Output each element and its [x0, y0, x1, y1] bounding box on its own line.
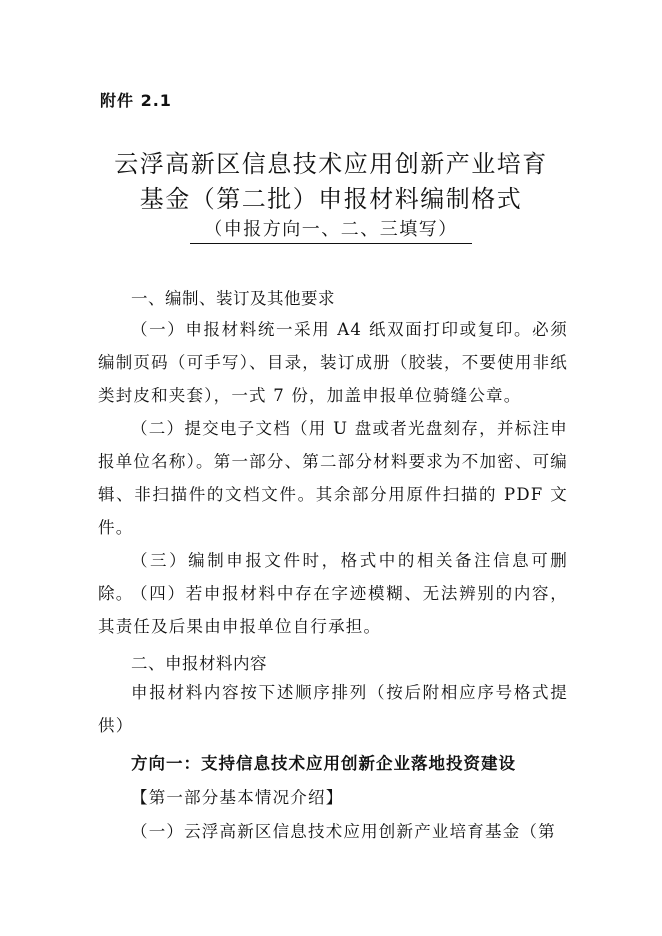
- section-1-item-3: （三）编制申报文件时，格式中的相关备注信息可删除。: [98, 551, 568, 603]
- document-title-line-1: 云浮高新区信息技术应用创新产业培育: [114, 150, 548, 178]
- section-2-heading: 二、申报材料内容: [131, 654, 267, 673]
- part-1-item-1: （一）云浮高新区信息技术应用创新产业培育基金（第: [131, 822, 556, 841]
- part-1-label: 【第一部分基本情况介绍】: [131, 788, 344, 807]
- section-1-item-1: （一）申报材料统一采用 A4 纸双面打印或复印。必须编制页码（可手写）、目录，装订成册（胶装，不要使用非纸类封皮和夹套），一式 7 份，加盖申报单位骑缝公章。: [98, 320, 568, 405]
- section-1-heading: 一、编制、装订及其他要求: [131, 289, 335, 308]
- attachment-label: 附件 2.1: [100, 91, 172, 110]
- section-1-item-2: （二）提交电子文档（用 U 盘或者光盘刻存，并标注申报单位名称）。第一部分、第二部分材料要求为不加密、可编辑、非扫描件的文档文件。其余部分用原件扫描的 PDF 文件。: [98, 419, 568, 537]
- section-2-intro: 申报材料内容按下述顺序排列（按后附相应序号格式提供）: [98, 683, 568, 735]
- document-subtitle: （申报方向一、二、三填写）: [190, 218, 472, 244]
- document-title-line-2: 基金（第二批）申报材料编制格式: [139, 185, 523, 213]
- subtitle-wrap: [0, 218, 662, 244]
- section-1-item-4: （四）若申报材料中存在字迹模糊、无法辨别的内容，其责任及后果由申报单位自行承担。: [98, 584, 568, 636]
- direction-1-heading: 方向一：支持信息技术应用创新企业落地投资建设: [131, 754, 516, 773]
